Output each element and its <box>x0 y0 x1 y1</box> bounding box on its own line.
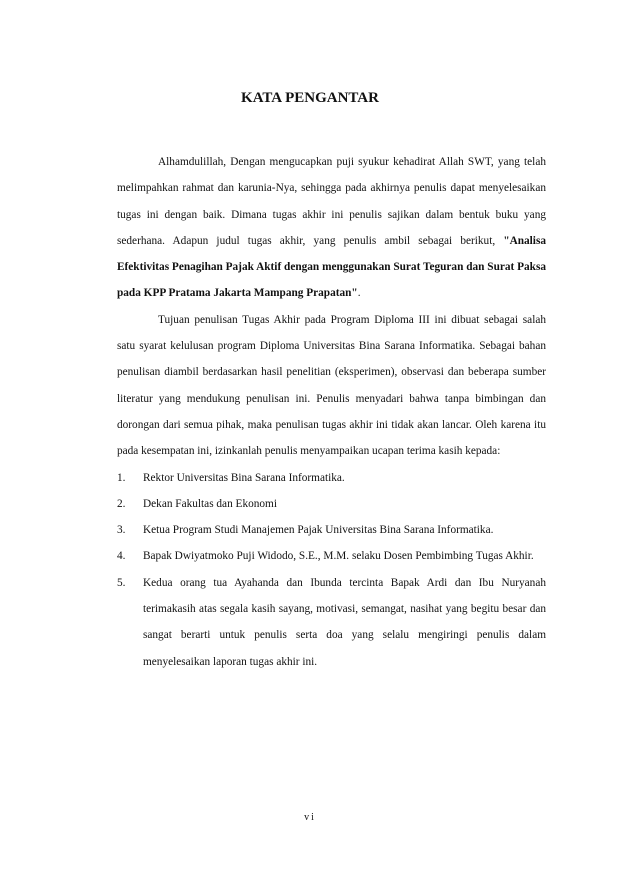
page-title: KATA PENGANTAR <box>241 90 379 106</box>
paragraph-intro-text: Alhamdulillah, Dengan mengucapkan puji syukur kehadirat Allah SWT, yang telah melimpahkan rahmat dan karunia-Nya, sehingga pada akhirnya penulis dapat menyelesaikan tugas ini dengan baik. Dimana tugas akhir ini penulis sajikan dalam bentuk buku yang sederhana. Adapun judul tugas akhir, yang penulis ambil sebagai berikut, <box>117 156 546 247</box>
list-item-number: 2. <box>117 497 126 510</box>
list-item-text: Rektor Universitas Bina Sarana Informatika. <box>143 471 345 484</box>
thesis-title: "Analisa Efektivitas Penagihan Pajak Aktif dengan menggunakan Surat Teguran dan Surat Paksa pada KPP Pratama Jakarta Mampang Prapatan" <box>117 234 546 300</box>
paragraph-intro <box>117 149 546 307</box>
list-item-number: 4. <box>117 550 126 563</box>
list-item-number: 1. <box>117 471 126 484</box>
paragraph-intro-end: . <box>357 287 361 300</box>
list-item <box>117 465 546 491</box>
document-body <box>117 149 546 675</box>
list-item-number: 5. <box>117 576 126 589</box>
list-item <box>117 543 546 569</box>
list-item-text: Dekan Fakultas dan Ekonomi <box>143 497 277 510</box>
list-item-text: Bapak Dwiyatmoko Puji Widodo, S.E., M.M. selaku Dosen Pembimbing Tugas Akhir. <box>143 550 534 563</box>
list-item-text: Ketua Program Studi Manajemen Pajak Universitas Bina Sarana Informatika. <box>143 524 494 537</box>
list-item <box>117 517 546 543</box>
list-item <box>117 570 546 675</box>
page-number: vi <box>304 812 316 823</box>
list-item-number: 3. <box>117 524 126 537</box>
list-item-text: Kedua orang tua Ayahanda dan Ibunda tercinta Bapak Ardi dan Ibu Nuryanah terimakasih atas segala kasih sayang, motivasi, semangat, nasihat yang begitu besar dan sangat berarti untuk penulis serta doa yang selalu mengiringi penulis dalam menyelesaikan laporan tugas akhir ini. <box>143 576 546 668</box>
acknowledgement-list <box>117 465 546 675</box>
paragraph-purpose: Tujuan penulisan Tugas Akhir pada Program Diploma III ini dibuat sebagai salah satu syarat kelulusan program Diploma Universitas Bina Sarana Informatika. Sebagai bahan penulisan diambil berdasarkan hasil penelitian (eksperimen), observasi dan beberapa sumber literatur yang mendukung penulisan ini. Penulis menyadari bahwa tanpa bimbingan dan dorongan dari semua pihak, maka penulisan tugas akhir ini tidak akan lancar. Oleh karena itu pada kesempatan ini, izinkanlah penulis menyampaikan ucapan terima kasih kepada: <box>117 313 546 458</box>
list-item <box>117 491 546 517</box>
